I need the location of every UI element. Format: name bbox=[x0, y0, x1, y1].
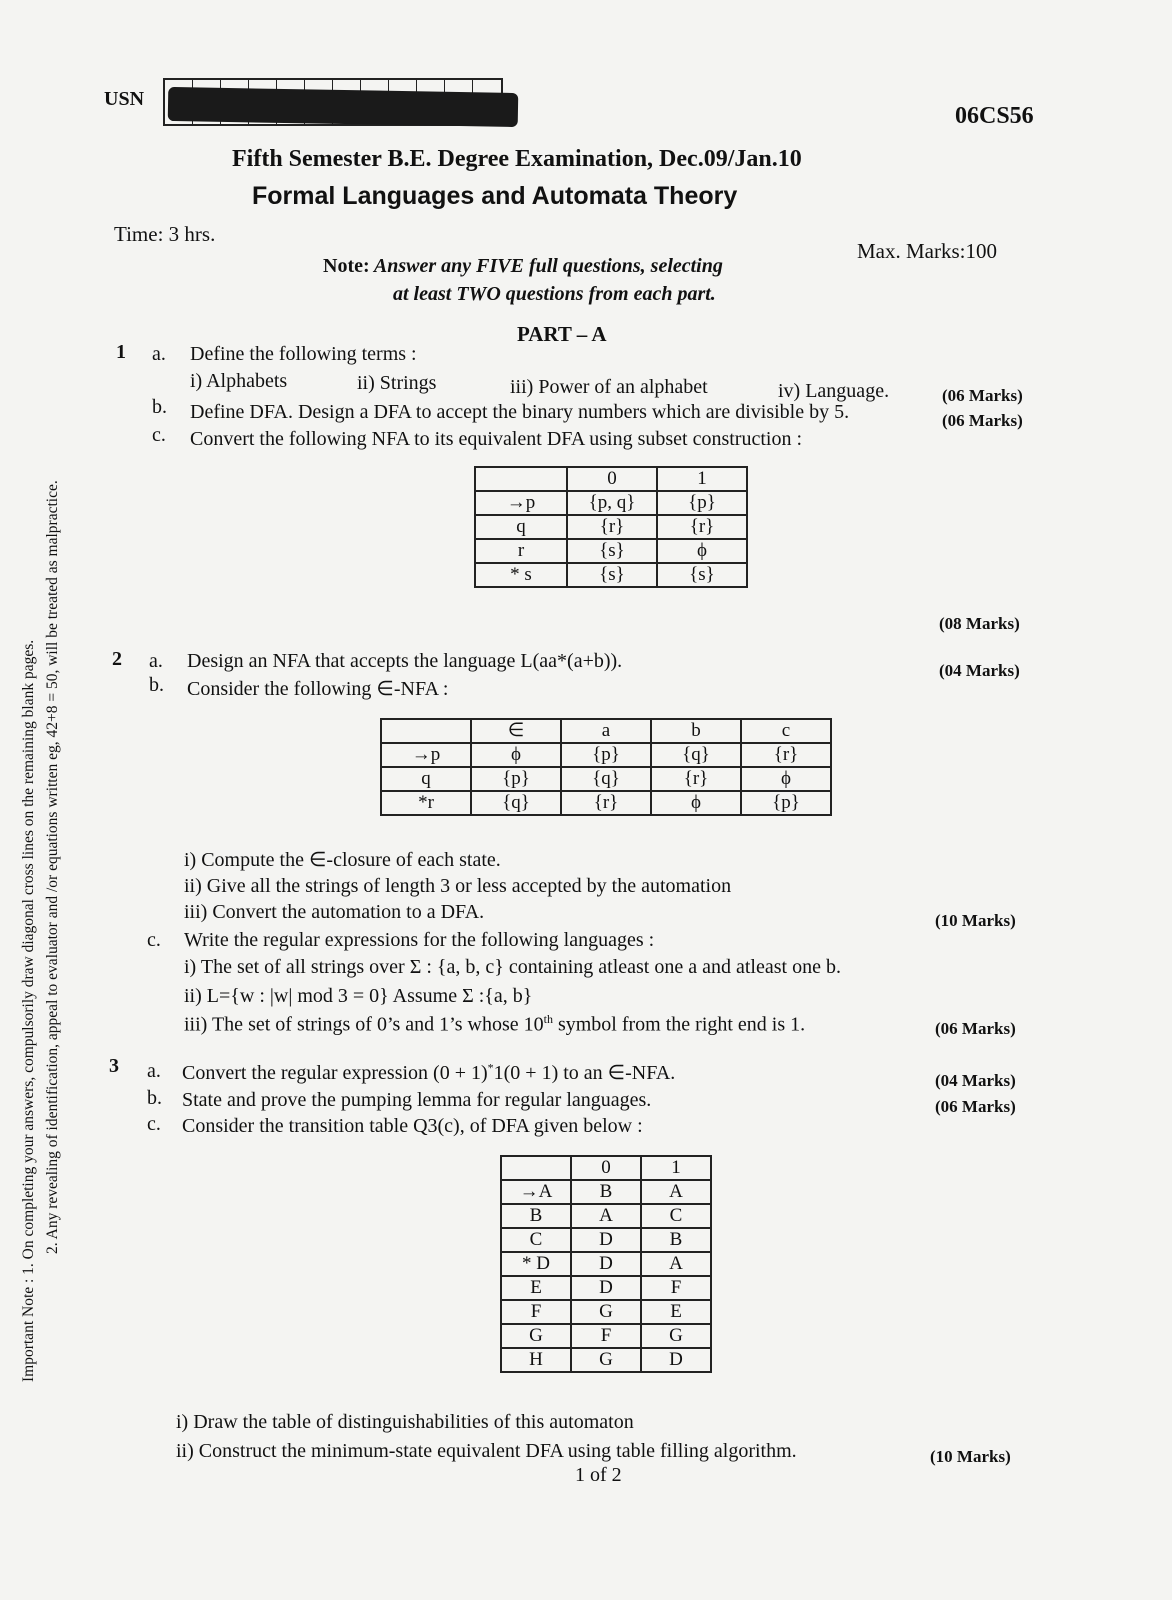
table-row: →p {p, q} {p} bbox=[475, 491, 747, 515]
q1-nfa-table bbox=[474, 466, 748, 588]
table-header-row: 0 1 bbox=[475, 467, 747, 491]
q1b-marks: (06 Marks) bbox=[942, 411, 1023, 430]
q2c-label: c. bbox=[147, 929, 161, 951]
q3c-i: i) Draw the table of distinguishabilities of this automaton bbox=[176, 1411, 634, 1433]
table-row: *r {q} {r} ϕ {p} bbox=[381, 791, 831, 815]
q2c-ii: ii) L={w : |w| mod 3 = 0} Assume Σ :{a, b} bbox=[184, 985, 533, 1007]
q1a-marks: (06 Marks) bbox=[942, 386, 1023, 405]
table-row: F G E bbox=[501, 1300, 711, 1324]
note-line-1: Note: Answer any FIVE full questions, selecting bbox=[323, 255, 723, 277]
table-row: G F G bbox=[501, 1324, 711, 1348]
q3-number: 3 bbox=[109, 1055, 119, 1077]
q2c-text: Write the regular expressions for the following languages : bbox=[184, 929, 655, 951]
table-header-row: 0 1 bbox=[501, 1156, 711, 1180]
q3a-label: a. bbox=[147, 1060, 161, 1082]
part-heading: PART – A bbox=[517, 322, 607, 346]
q1a-text: Define the following terms : bbox=[190, 343, 417, 365]
q1a-iv: iv) Language. bbox=[778, 380, 890, 402]
q2b-iii: iii) Convert the automation to a DFA. bbox=[184, 901, 485, 923]
q2a-text: Design an NFA that accepts the language L(aa*(a+b)). bbox=[187, 650, 623, 672]
q3c-ii: ii) Construct the minimum-state equivalent DFA using table filling algorithm. bbox=[176, 1440, 797, 1462]
q2b-ii: ii) Give all the strings of length 3 or less accepted by the automation bbox=[184, 875, 732, 897]
table-row: H G D bbox=[501, 1348, 711, 1372]
table-row: * s {s} {s} bbox=[475, 563, 747, 587]
table-row: E D F bbox=[501, 1276, 711, 1300]
q2b-i: i) Compute the ∈-closure of each state. bbox=[184, 849, 501, 871]
q3b-label: b. bbox=[147, 1087, 162, 1109]
max-marks: Max. Marks:100 bbox=[857, 239, 997, 263]
q1c-marks: (08 Marks) bbox=[939, 614, 1020, 633]
note-line-2: at least TWO questions from each part. bbox=[393, 283, 716, 305]
q2b-marks: (10 Marks) bbox=[935, 911, 1016, 930]
table-header-row: ∈ a b c bbox=[381, 719, 831, 743]
side-note-line-2: 2. Any revealing of identification, appeal to evaluator and /or equations written eg, 42+8 = 50, will be treated as malpractice. bbox=[44, 480, 61, 1254]
q1b-text: Define DFA. Design a DFA to accept the binary numbers which are divisible by 5. bbox=[190, 401, 850, 423]
page-number: 1 of 2 bbox=[575, 1464, 622, 1486]
table-row: C D B bbox=[501, 1228, 711, 1252]
q3b-marks: (06 Marks) bbox=[935, 1097, 1016, 1116]
table-row: B A C bbox=[501, 1204, 711, 1228]
q2-number: 2 bbox=[112, 648, 122, 670]
q2a-label: a. bbox=[149, 650, 163, 672]
q2a-marks: (04 Marks) bbox=[939, 661, 1020, 680]
table-row: * D D A bbox=[501, 1252, 711, 1276]
table-row: →A B A bbox=[501, 1180, 711, 1204]
q1a-iii: iii) Power of an alphabet bbox=[510, 376, 708, 398]
q2c-iii: iii) The set of strings of 0’s and 1’s whose 10th symbol from the right end is 1. bbox=[184, 1012, 806, 1036]
usn-label: USN bbox=[104, 88, 145, 110]
q1a-i: i) Alphabets bbox=[190, 370, 288, 392]
q2b-text: Consider the following ∈-NFA : bbox=[187, 678, 449, 700]
q3c-marks: (10 Marks) bbox=[930, 1447, 1011, 1466]
q3c-label: c. bbox=[147, 1113, 161, 1135]
q1b-label: b. bbox=[152, 396, 167, 418]
q2-enfa-table bbox=[380, 718, 832, 816]
side-note-line-1: Important Note : 1. On completing your answers, compulsorily draw diagonal cross lines on the remaining blank pages. bbox=[20, 639, 37, 1382]
q2b-label: b. bbox=[149, 674, 164, 696]
q1a-label: a. bbox=[152, 343, 166, 365]
subject-code: 06CS56 bbox=[955, 103, 1034, 129]
table-row: q {p} {q} {r} ϕ bbox=[381, 767, 831, 791]
table-row: →p ϕ {p} {q} {r} bbox=[381, 743, 831, 767]
subject-title: Formal Languages and Automata Theory bbox=[252, 182, 738, 210]
q2c-i: i) The set of all strings over Σ : {a, b, c} containing atleast one a and atleast one b. bbox=[184, 956, 841, 978]
q1c-label: c. bbox=[152, 424, 166, 446]
q2c-marks: (06 Marks) bbox=[935, 1019, 1016, 1038]
q3a-marks: (04 Marks) bbox=[935, 1071, 1016, 1090]
q1c-text: Convert the following NFA to its equivalent DFA using subset construction : bbox=[190, 428, 803, 450]
q3a-text: Convert the regular expression (0 + 1)*1(0 + 1) to an ∈-NFA. bbox=[182, 1060, 676, 1084]
table-row: q {r} {r} bbox=[475, 515, 747, 539]
q1-number: 1 bbox=[116, 341, 126, 363]
q3b-text: State and prove the pumping lemma for regular languages. bbox=[182, 1089, 652, 1111]
table-row: r {s} ϕ bbox=[475, 539, 747, 563]
time-allowed: Time: 3 hrs. bbox=[114, 222, 216, 246]
exam-title: Fifth Semester B.E. Degree Examination, Dec.09/Jan.10 bbox=[232, 146, 802, 172]
usn-redaction bbox=[168, 87, 519, 127]
q1a-ii: ii) Strings bbox=[357, 372, 437, 394]
q3-dfa-table bbox=[500, 1155, 712, 1373]
q3c-text: Consider the transition table Q3(c), of DFA given below : bbox=[182, 1115, 643, 1137]
